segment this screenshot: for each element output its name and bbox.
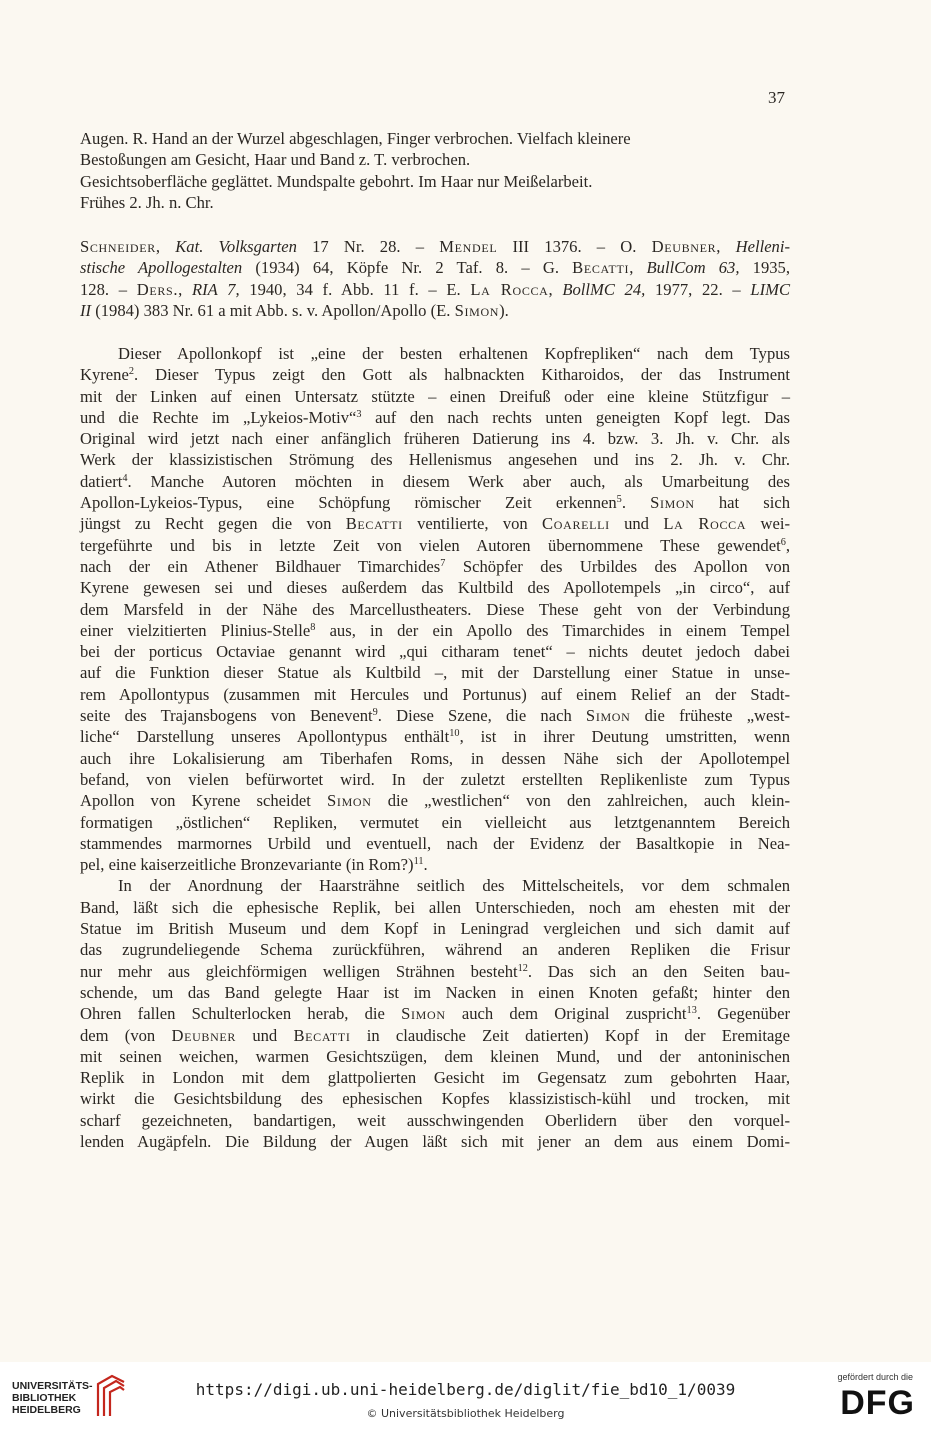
author-name: Coarelli (542, 514, 610, 534)
library-logo-line: HEIDELBERG (12, 1404, 81, 1416)
body-line: scharf gezeichneten, bandartigen, weit ausschwingenden Oberlidern über den vorquel- (80, 1110, 790, 1130)
work-title: LIMC (750, 279, 791, 299)
permalink-url[interactable]: https://digi.ub.uni-heidelberg.de/diglit/fie_bd10_1/0039 (195, 1380, 736, 1399)
body-line: das zugrundeliegende Schema zurückführen, während an anderen Repliken die Frisur (80, 940, 790, 960)
bibliography (80, 236, 790, 321)
body-line: schende, um das Band gelegte Haar ist im Nacken in einen Knoten gefaßt; hinter den (80, 982, 790, 1002)
footnote-ref: 7 (440, 557, 446, 569)
footnote-ref: 10 (449, 728, 460, 740)
body-line: lenden Augäpfeln. Die Bildung der Augen läßt sich mit jener an dem aus einem Domi- (80, 1131, 790, 1151)
body-line: Replik in London mit dem glattpolierten Gesicht im Gegensatz zum gebohrten Haar, (80, 1068, 790, 1088)
footnote-ref: 3 (356, 408, 362, 420)
body-line: Apollon-Lykeios-Typus, eine Schöpfung römischer Zeit erkennen$^5$. Simon hat sich (80, 493, 790, 513)
bib-text: III 1376. – O. (497, 237, 652, 256)
catalog-entry (80, 128, 790, 213)
body-line: tergeführte und bis in letzte Zeit von vielen Autoren übernommene These gewendet$^6$, (80, 535, 790, 555)
footnote-ref: 8 (310, 621, 316, 633)
author-name: Simon (585, 706, 631, 726)
bib-text: (1934) 64, Köpfe Nr. 2 Taf. 8. – G. (242, 258, 573, 278)
bib-text: (1984) 383 Nr. 61 a mit Abb. s. v. Apollon/Apollo (E. (91, 300, 455, 320)
body-line: befand, von vielen befürwortet wird. In der zuletzt erstellten Replikenliste zum Typus (80, 769, 790, 789)
author-name: La Rocca (470, 279, 549, 299)
body-line: mit seinen weichen, warmen Gesichtszügen, dem kleinen Mund, und der antoninischen (80, 1046, 790, 1066)
author-name: Simon (454, 300, 500, 320)
body-line: und die Rechte im „Lykeios-Motiv“$^3$ auf den nach rechts unten geneigten Kopf legt. Das (80, 407, 790, 427)
footnote-ref: 4 (122, 472, 128, 484)
library-logo-line: BIBLIOTHEK (12, 1392, 77, 1404)
body-line: liche“ Darstellung unseres Apollontypus enthält$^{10}$, ist in ihrer Deutung umstritten, wenn (80, 727, 790, 747)
body-line: nach der ein Athener Bildhauer Timarchides$^7$ Schöpfer des Urbildes des Apollon von (80, 556, 791, 576)
body-line: auf die Funktion dieser Statue als Kultbild –, mit der Darstellung einer Statue in unse- (80, 663, 790, 683)
footnote-ref: 2 (128, 366, 134, 378)
bibliography-line: Schneider, Kat. Volksgarten 17 Nr. 28. – Mendel III 1376. – O. Deubner, Helleni- (80, 237, 790, 256)
author-name: Ders. (136, 279, 179, 299)
body-line: Apollon von Kyrene scheidet Simon die „westlichen“ von den zahlreichen, auch klein- (80, 791, 790, 811)
bib-text: 1977, 22. – (645, 279, 751, 299)
bibliography-line: stische Apollogestalten (1934) 64, Köpfe Nr. 2 Taf. 8. – G. Becatti, BullCom 63, 1935, (80, 258, 791, 278)
work-title: BollMC 24, (562, 279, 646, 299)
catalog-line: Gesichtsoberfläche geglättet. Mundspalte gebohrt. Im Haar nur Meißelarbeit. (80, 171, 593, 191)
footnote-ref: 12 (517, 962, 528, 974)
dfg-caption: gefördert durch die (837, 1372, 913, 1382)
body-line: formatigen „östlichen“ Repliken, vermutet ein vielleicht aus letztgenanntem Bereich (80, 812, 790, 832)
body-line: bei der porticus Octaviae genannt wird „qui citharam tenet“ – nichts deutet jedoch dabei (80, 642, 790, 662)
body-line: Werk der klassizistischen Strömung des Hellenismus angesehen und ins 2. Jh. v. Chr. (80, 450, 790, 470)
body-line: Dieser Apollonkopf ist „eine der besten erhaltenen Kopfrepliken“ nach dem Typus (118, 344, 790, 363)
author-name: Simon (327, 791, 372, 811)
footnote-ref: 13 (686, 1005, 697, 1017)
body-line: datiert$^4$. Manche Autoren möchten in diesem Werk aber auch, als Umarbeitung des (80, 471, 790, 491)
catalog-line: Augen. R. Hand an der Wurzel abgeschlagen, Finger verbrochen. Vielfach kleinere (80, 129, 631, 148)
body-line: pel, eine kaiserzeitliche Bronzevariante (in Rom?)$^{11}$. (80, 855, 428, 875)
bibliography-line (80, 300, 790, 321)
body-line: Original wird jetzt nach einer anfänglich früheren Datierung ins 4. bzw. 3. Jh. v. Chr. als (80, 429, 790, 449)
body-line: Band, läßt sich die ephesische Replik, bei allen Unterschieden, noch am ehesten mit der (80, 897, 790, 917)
body-line: auch ihre Lokalisierung am Tiberhafen Roms, in dessen Nähe sich der Apollotempel (80, 748, 790, 768)
author-name: Mendel (439, 237, 498, 256)
body-line: stammendes marmornes Urbild und eventuell, nach der Evidenz der Basaltkopie in Nea- (80, 833, 790, 853)
body-line: In der Anordnung der Haarsträhne seitlich des Mittelscheitels, vor dem schmalen (118, 876, 790, 896)
body-line: Statue im British Museum und dem Kopf in Leningrad vergleichen und sich damit auf (80, 919, 790, 939)
author-name: Deubner (651, 237, 717, 256)
catalog-line: Frühes 2. Jh. n. Chr. (80, 192, 214, 212)
author-name: Deubner (171, 1025, 237, 1045)
body-line: dem (von Deubner und Becatti in claudische Zeit datierten) Kopf in der Eremitage (80, 1025, 790, 1045)
author-name: La Rocca (663, 514, 747, 534)
author-name: Becatti (572, 258, 630, 278)
author-name: Schneider (80, 237, 156, 256)
body-line: Kyrene$^2$. Dieser Typus zeigt den Gott als halbnackten Kitharoidos, der das Instrument (80, 365, 790, 385)
author-name: Simon (401, 1004, 446, 1024)
bibliography-line: 128. – Ders., RIA 7, 1940, 34 f. Abb. 11 f. – E. La Rocca, BollMC 24, 1977, 22. – LIMC (80, 279, 791, 299)
body-line: dem Marsfeld in der Nähe des Marcellustheaters. Diese These geht von der Verbindung (80, 599, 790, 619)
work-title: RIA 7, (191, 279, 240, 299)
work-title: BullCom 63, (646, 258, 740, 278)
author-name: Simon (650, 493, 695, 513)
bib-text: 1935, (739, 258, 791, 278)
bib-text: 1940, 34 f. Abb. 11 f. – E. (239, 279, 471, 299)
work-title: II (80, 300, 92, 320)
work-title: Helleni- (735, 237, 790, 256)
body-text (80, 343, 790, 1152)
body-line: seite des Trajansbogens von Benevent$^9$. Diese Szene, die nach Simon die früheste „west- (80, 706, 790, 726)
author-name: Becatti (293, 1025, 351, 1045)
body-line: Kyrene gewesen sei und dieses außerdem das Kultbild des Apollotempels „in circo“, auf (80, 578, 790, 598)
body-line: jüngst zu Recht gegen die von Becatti ventilierte, von Coarelli und La Rocca wei- (80, 514, 790, 534)
body-line: mit der Linken auf einen Untersatz stützte – einen Dreifuß oder eine kleine Stützfigur – (80, 386, 790, 406)
footnote-ref: 9 (372, 706, 378, 718)
catalog-line: Bestoßungen am Gesicht, Haar und Band z. T. verbrochen. (80, 150, 471, 170)
bib-text: ). (499, 300, 509, 320)
body-line: nur mehr aus gleichförmigen welligen Strähnen besteht$^{12}$. Das sich an den Seiten bau- (80, 961, 790, 981)
copyright-notice: © Universitätsbibliothek Heidelberg (366, 1407, 565, 1420)
dfg-logo[interactable]: DFG (840, 1384, 915, 1422)
author-name: Becatti (345, 514, 403, 534)
body-line: rem Apollontypus (zusammen mit Hercules und Portunus) auf einem Relief an der Stadt- (80, 684, 790, 704)
work-title: stische Apollogestalten (80, 258, 243, 278)
body-line: Ohren fallen Schulterlocken herab, die Simon auch dem Original zuspricht$^{13}$. Gegenüber (80, 1004, 790, 1024)
body-line: einer vielzitierten Plinius-Stelle$^8$ aus, in der ein Apollo des Timarchides in einem Tempel (80, 620, 790, 640)
bib-text: 128. – (80, 279, 137, 299)
bib-text: 17 Nr. 28. – (296, 237, 440, 256)
page-number: 37 (768, 88, 785, 107)
footnote-ref: 11 (413, 855, 424, 867)
digitization-footer (0, 1362, 931, 1430)
work-title: Kat. Volksgarten (175, 237, 297, 256)
footnote-ref: 5 (616, 493, 622, 505)
body-line: wirkt die Gesichtsbildung des ephesischen Kopfes klassizistisch-kühl und trocken, mit (80, 1089, 790, 1109)
library-logo-line: UNIVERSITÄTS- (12, 1380, 93, 1392)
footnote-ref: 6 (780, 536, 786, 548)
